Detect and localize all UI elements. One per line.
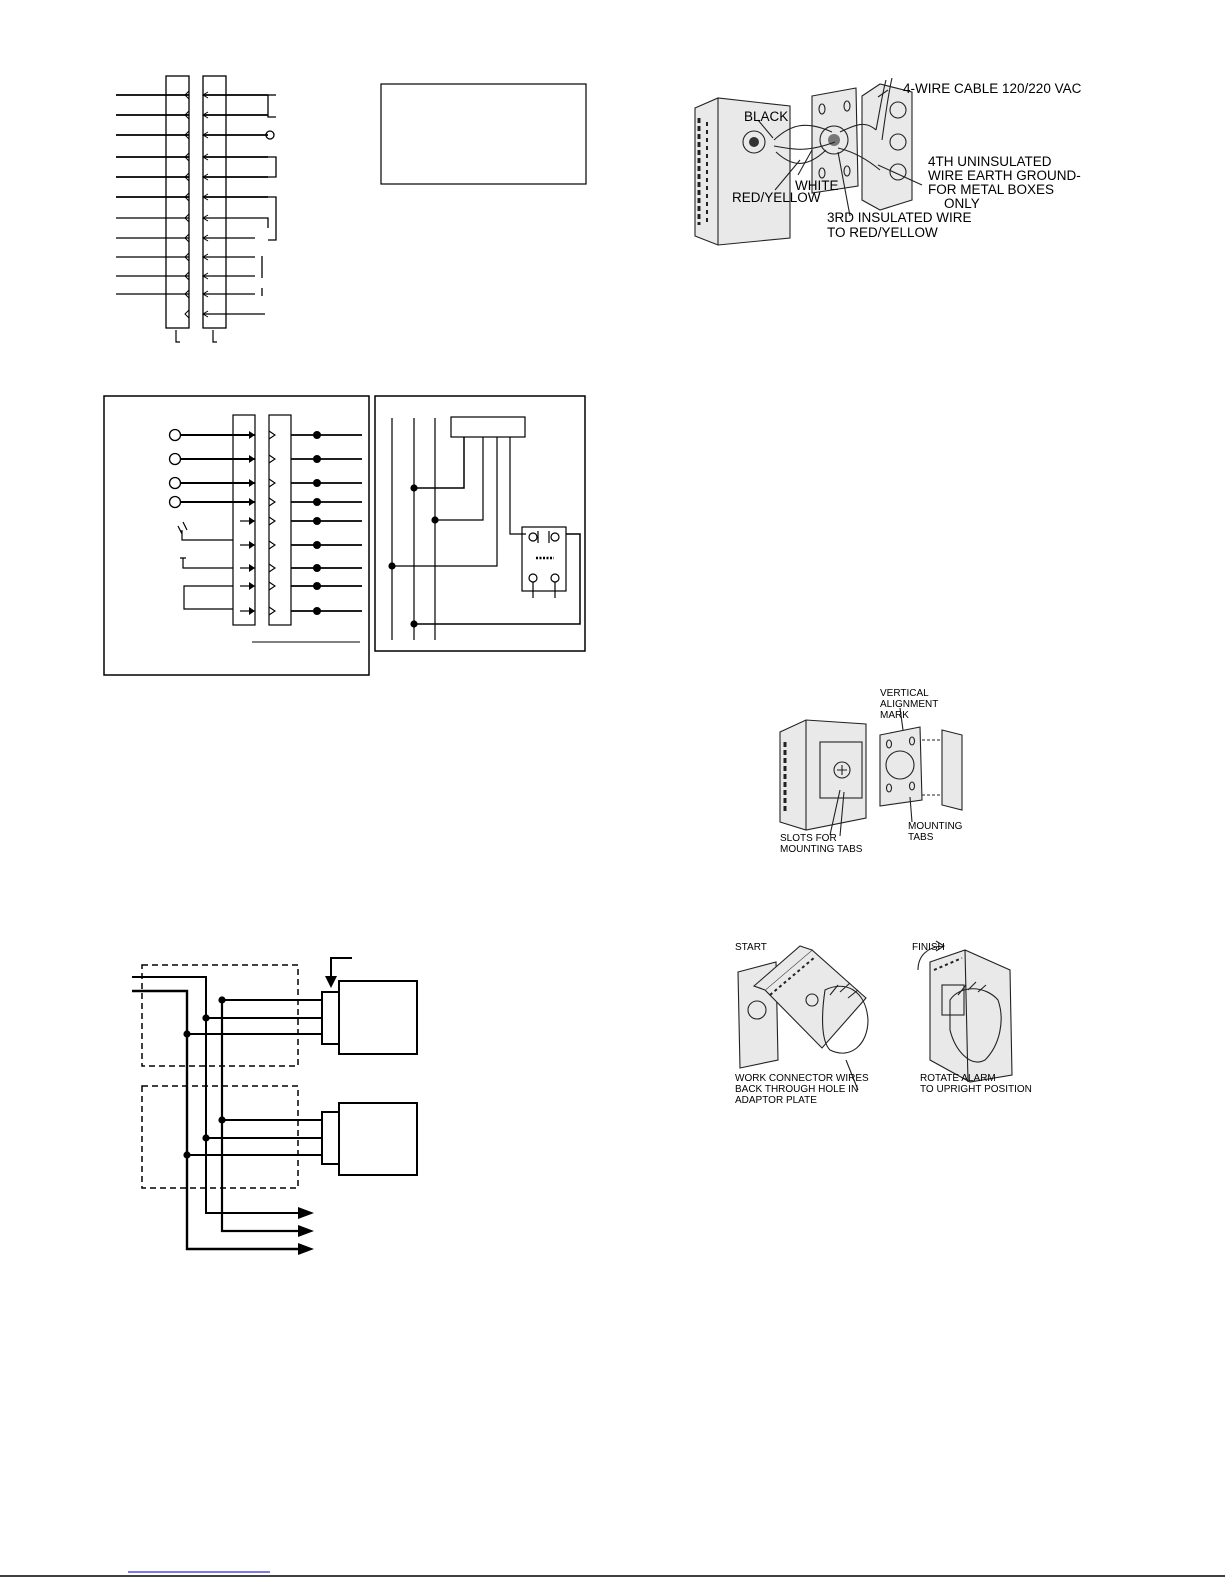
white-wire-label: WHITE bbox=[795, 178, 839, 193]
terminal-row bbox=[116, 91, 268, 99]
terminal-strip-diagram bbox=[116, 76, 276, 342]
panel-row bbox=[240, 564, 362, 572]
finish-label: FINISH bbox=[912, 942, 945, 953]
cable-label: 4-WIRE CABLE 120/220 VAC bbox=[903, 81, 1082, 96]
alignment-label-line-2: ALIGNMENT bbox=[880, 699, 939, 710]
ground-wire-label-line-2: WIRE EARTH GROUND- bbox=[928, 168, 1081, 183]
bus-wiring-panel bbox=[375, 396, 585, 651]
work-label-line-3: ADAPTOR PLATE bbox=[735, 1095, 817, 1106]
start-label: START bbox=[735, 942, 767, 953]
work-label-line-1: WORK CONNECTOR WIRES bbox=[735, 1073, 869, 1084]
panel-row bbox=[240, 517, 362, 525]
input-wiring-panel bbox=[104, 396, 369, 675]
two-device-wiring-diagram bbox=[132, 958, 417, 1255]
terminal-row bbox=[116, 234, 255, 242]
ground-wire-label-line-4: ONLY bbox=[944, 196, 980, 211]
red-yellow-wire-label: RED/YELLOW bbox=[732, 190, 821, 205]
slots-label-line-2: MOUNTING TABS bbox=[780, 844, 863, 855]
terminal-row bbox=[116, 111, 268, 119]
terminal-rows bbox=[116, 91, 268, 318]
alarm-wiring-illustration bbox=[695, 78, 1082, 245]
terminal-row bbox=[116, 253, 255, 261]
slots-label-line-1: SLOTS FOR bbox=[780, 833, 837, 844]
terminal-row bbox=[116, 290, 255, 298]
tabs-label-line-1: MOUNTING bbox=[908, 821, 963, 832]
panel-row bbox=[240, 607, 362, 615]
terminal-row bbox=[185, 310, 265, 318]
ground-wire-label-line-3: FOR METAL BOXES bbox=[928, 182, 1055, 197]
alignment-label-line-3: MARK bbox=[880, 710, 909, 721]
terminal-row bbox=[116, 131, 268, 139]
terminal-row bbox=[116, 153, 268, 161]
rotate-label-line-2: TO UPRIGHT POSITION bbox=[920, 1084, 1032, 1095]
tabs-label-line-2: TABS bbox=[908, 832, 934, 843]
mounting-illustration bbox=[780, 688, 963, 855]
panel-row bbox=[170, 497, 363, 508]
terminal-row bbox=[116, 193, 268, 201]
rotation-illustration bbox=[735, 941, 1032, 1106]
ground-wire-label-line-1: 4TH UNINSULATED bbox=[928, 154, 1052, 169]
terminal-row bbox=[116, 214, 255, 222]
panel-row bbox=[170, 454, 363, 465]
note-box bbox=[381, 84, 586, 184]
panel-terminal-rows bbox=[170, 430, 363, 616]
terminal-row bbox=[116, 173, 268, 181]
alignment-label-line-1: VERTICAL bbox=[880, 688, 929, 699]
work-label-line-2: BACK THROUGH HOLE IN bbox=[735, 1084, 859, 1095]
panel-row bbox=[240, 541, 362, 549]
panel-row bbox=[170, 430, 363, 441]
third-wire-label-line-1: 3RD INSULATED WIRE bbox=[827, 210, 972, 225]
terminal-block-right bbox=[203, 76, 226, 328]
panel-row bbox=[240, 582, 362, 590]
panel-row bbox=[170, 478, 363, 489]
black-wire-label: BLACK bbox=[744, 109, 789, 124]
terminal-row bbox=[116, 272, 255, 280]
third-wire-label-line-2: TO RED/YELLOW bbox=[827, 225, 938, 240]
rotate-label-line-1: ROTATE ALARM bbox=[920, 1073, 996, 1084]
